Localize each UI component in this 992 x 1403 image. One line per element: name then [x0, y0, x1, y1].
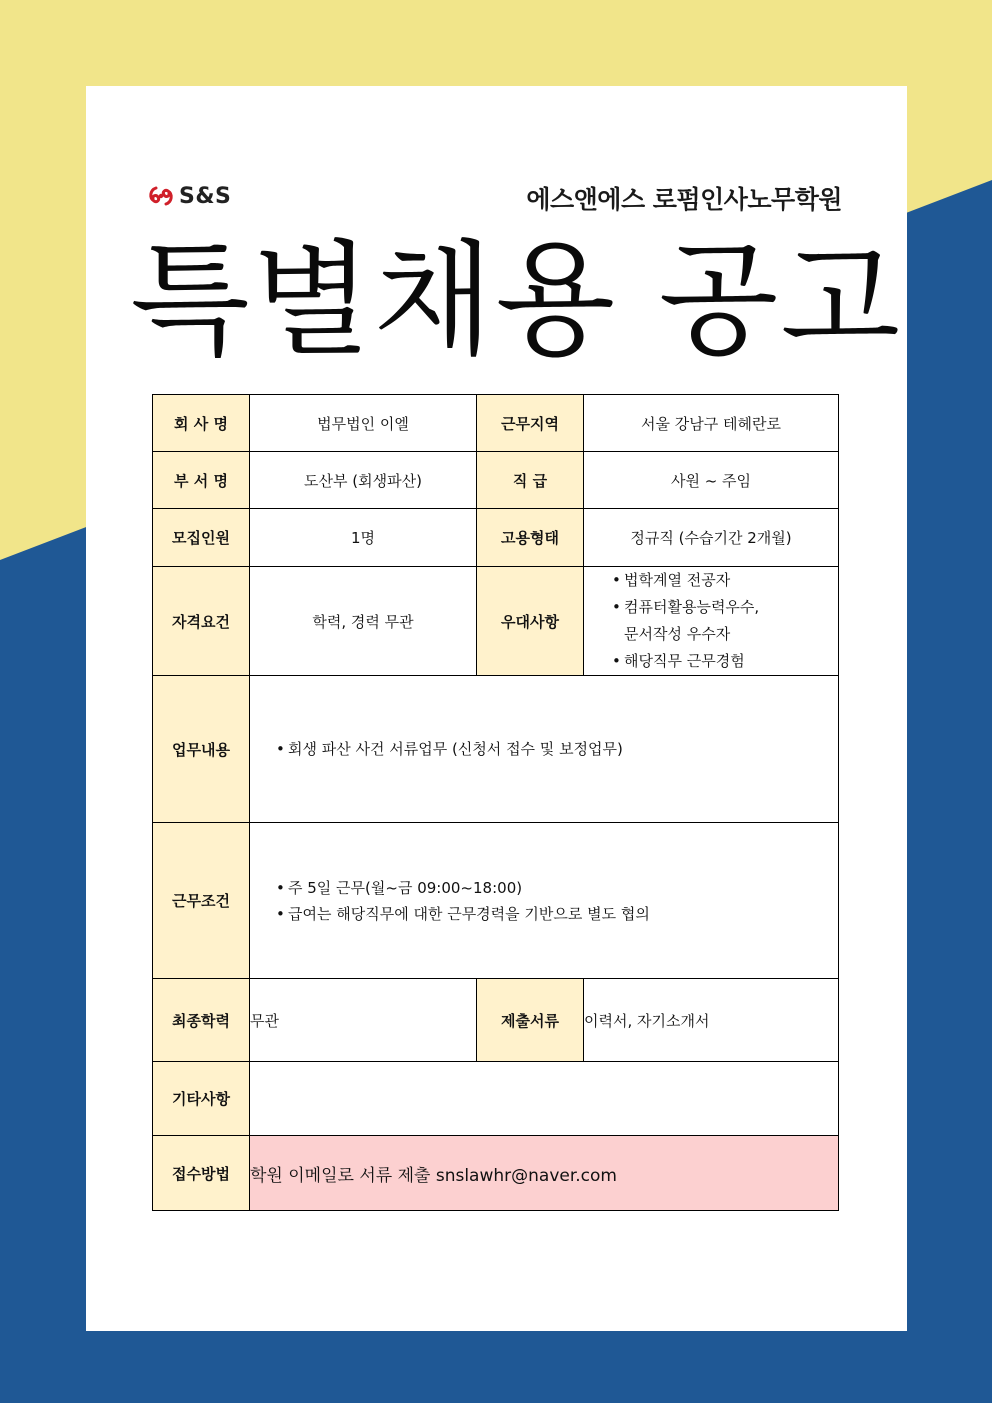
- table-row: [153, 1136, 839, 1211]
- company-value: 법무법인 이엘: [250, 395, 477, 452]
- duty-cell: [250, 676, 839, 823]
- table-row: [153, 979, 839, 1062]
- rank-value: 사원 ~ 주임: [584, 452, 839, 509]
- page-title: 특별채용 공고: [130, 229, 903, 373]
- logo: [147, 181, 231, 211]
- table-row: [153, 567, 839, 676]
- company-label: 회 사 명: [153, 395, 250, 452]
- list-item: [610, 594, 838, 648]
- cond-cell: [250, 823, 839, 979]
- list-item: • 주 5일 근무(월~금 09:00~18:00): [274, 875, 838, 901]
- pref-label: 우대사항: [477, 567, 584, 676]
- employ-value: 정규직 (수습기간 2개월): [584, 509, 839, 567]
- apply-value: 학원 이메일로 서류 제출 snslawhr@naver.com: [250, 1136, 839, 1211]
- dept-label: 부 서 명: [153, 452, 250, 509]
- list-item: • 해당직무 근무경험: [610, 648, 838, 675]
- dept-value: 도산부 (회생파산): [250, 452, 477, 509]
- academy-name: 에스앤에스 로펌인사노무학원: [526, 185, 842, 214]
- etc-value: [250, 1062, 839, 1136]
- duty-label: 업무내용: [153, 676, 250, 823]
- pref-line-continued: 문서작성 우수자: [624, 625, 731, 643]
- pref-line: 컴퓨터활용능력우수,: [624, 598, 760, 616]
- location-label: 근무지역: [477, 395, 584, 452]
- apply-label: 접수방법: [153, 1136, 250, 1211]
- duty-list: [250, 736, 838, 762]
- cond-label: 근무조건: [153, 823, 250, 979]
- recruitment-table: [152, 394, 839, 1211]
- list-item: • 급여는 해당직무에 대한 근무경력을 기반으로 별도 협의: [274, 901, 838, 927]
- edu-value: 무관: [250, 979, 477, 1062]
- table-row: [153, 1062, 839, 1136]
- edu-label: 최종학력: [153, 979, 250, 1062]
- docs-label: 제출서류: [477, 979, 584, 1062]
- recruit-value: 1명: [250, 509, 477, 567]
- logo-text: S&S: [179, 183, 232, 209]
- table-row: [153, 823, 839, 979]
- sns-logo-icon: [147, 182, 175, 210]
- location-value: 서울 강남구 테헤란로: [584, 395, 839, 452]
- table-row: [153, 509, 839, 567]
- cond-list: [250, 875, 838, 927]
- qual-label: 자격요건: [153, 567, 250, 676]
- docs-value: 이력서, 자기소개서: [584, 979, 839, 1062]
- list-item: • 회생 파산 사건 서류업무 (신청서 접수 및 보정업무): [274, 736, 838, 762]
- qual-value: 학력, 경력 무관: [250, 567, 477, 676]
- table-row: [153, 452, 839, 509]
- pref-list: [584, 567, 838, 675]
- table-row: [153, 676, 839, 823]
- recruit-label: 모집인원: [153, 509, 250, 567]
- list-item: • 법학계열 전공자: [610, 567, 838, 594]
- etc-label: 기타사항: [153, 1062, 250, 1136]
- rank-label: 직 급: [477, 452, 584, 509]
- employ-label: 고용형태: [477, 509, 584, 567]
- pref-list-cell: [584, 567, 839, 676]
- table-row: [153, 395, 839, 452]
